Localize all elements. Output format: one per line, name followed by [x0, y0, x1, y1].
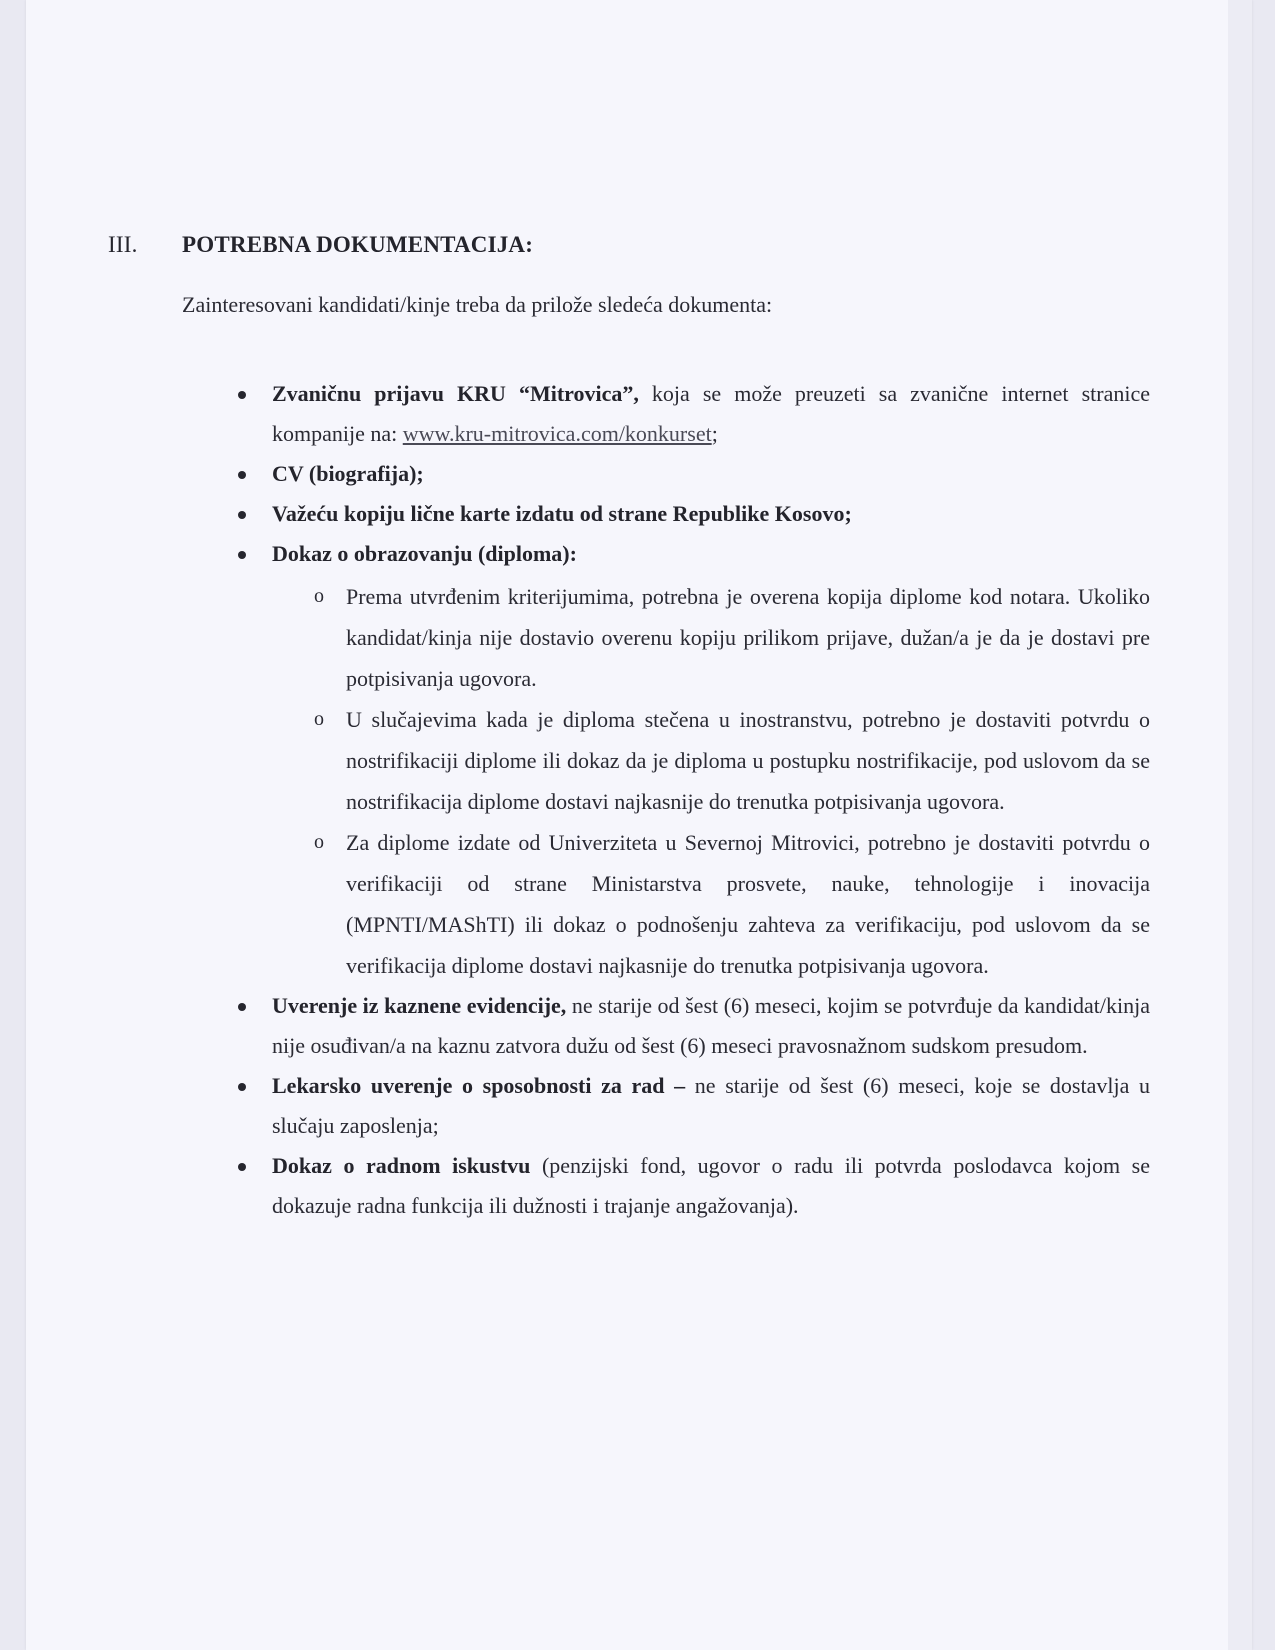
list-item-application-form — [236, 374, 1150, 454]
section-heading — [108, 232, 533, 258]
list-item-work-experience — [236, 1146, 1150, 1226]
item-text: ne starije od šest (6) meseci, koje se dostavlja u slučaju zaposlenja; — [272, 1073, 1150, 1138]
company-website-link[interactable]: www.kru-mitrovica.com/konkurset — [402, 421, 712, 446]
page-edge — [1228, 0, 1252, 1650]
bullet-icon — [238, 1163, 246, 1171]
item-bold-text: CV (biografija); — [272, 461, 424, 486]
list-item-criminal-record — [236, 986, 1150, 1066]
bullet-icon — [238, 1003, 246, 1011]
item-bold-text: Važeću kopiju lične karte izdatu od strane Republike Kosovo; — [272, 501, 852, 526]
list-item-id-card — [236, 494, 1150, 534]
bullet-icon — [238, 551, 246, 559]
list-item-medical-certificate — [236, 1066, 1150, 1146]
sublist-item-nostrification — [234, 699, 1150, 822]
item-bold-text: Uverenje iz kaznene evidencije, — [272, 993, 567, 1018]
item-bold-text: Lekarsko uverenje o sposobnosti za rad – — [272, 1073, 686, 1098]
sublist-item-text: U slučajevima kada je diploma stečena u inostranstvu, potrebno je dostaviti potvrdu o nostrifikaciji diplome ili dokaz da je diploma u postupku nostrifikacije, pod uslovom da se nostrifikacija diplome dostavi najkasnije do trenutka potpisivanja ugovora. — [346, 707, 1150, 814]
item-text: koja se može preuzeti sa zvanične internet stranice kompanije na: — [272, 381, 1150, 446]
item-bold-text: Dokaz o obrazovanju (diploma): — [272, 541, 577, 566]
sublist-item-verification — [234, 822, 1150, 986]
bullet-icon — [238, 511, 246, 519]
item-bold-text: Dokaz o radnom iskustvu — [272, 1153, 531, 1178]
bullet-icon — [238, 1083, 246, 1091]
sublist-item-notarized-copy — [234, 576, 1150, 699]
item-suffix: ; — [711, 421, 718, 446]
item-text: (penzijski fond, ugovor o radu ili potvrda poslodavca kojom se dokazuje radna funkcija ili dužnosti i trajanje angažovanja). — [272, 1153, 1150, 1218]
list-item-cv — [236, 454, 1150, 494]
intro-text: Zainteresovani kandidati/kinje treba da prilože sledeća dokumenta: — [182, 292, 773, 317]
section-number: III. — [108, 232, 138, 257]
circle-bullet-icon: o — [314, 831, 324, 853]
sublist-item-text: Prema utvrđenim kriterijumima, potrebna je overena kopija diplome kod notara. Ukoliko kandidat/kinja nije dostavio overenu kopiju prilikom prijave, dužan/a je da je dostavi pre potpisivanja ugovora. — [346, 584, 1150, 691]
circle-bullet-icon: o — [314, 708, 324, 730]
bullet-icon — [238, 391, 246, 399]
list-item-education — [236, 534, 1150, 986]
education-sublist — [272, 576, 1150, 986]
document-page — [26, 0, 1252, 1650]
document-list — [236, 374, 1150, 1226]
section-title: POTREBNA DOKUMENTACIJA: — [182, 232, 534, 257]
bullet-icon — [238, 471, 246, 479]
item-text: ne starije od šest (6) meseci, kojim se potvrđuje da kandidat/kinja nije osuđivan/a na kaznu zatvora dužu od šest (6) meseci pravosnažnom sudskom presudom. — [272, 993, 1150, 1058]
circle-bullet-icon: o — [314, 585, 324, 607]
sublist-item-text: Za diplome izdate od Univerziteta u Severnoj Mitrovici, potrebno je dostaviti potvrdu o verifikaciji od strane Ministarstva prosvete, nauke, tehnologije i inovacija (MPNTI/MAShTI) ili dokaz o podnošenju zahteva za verifikaciju, pod uslovom da se verifikacija diplome dostavi najkasnije do trenutka potpisivanja ugovora. — [346, 830, 1150, 978]
item-bold-text: Zvaničnu prijavu KRU “Mitrovica”, — [272, 381, 639, 406]
